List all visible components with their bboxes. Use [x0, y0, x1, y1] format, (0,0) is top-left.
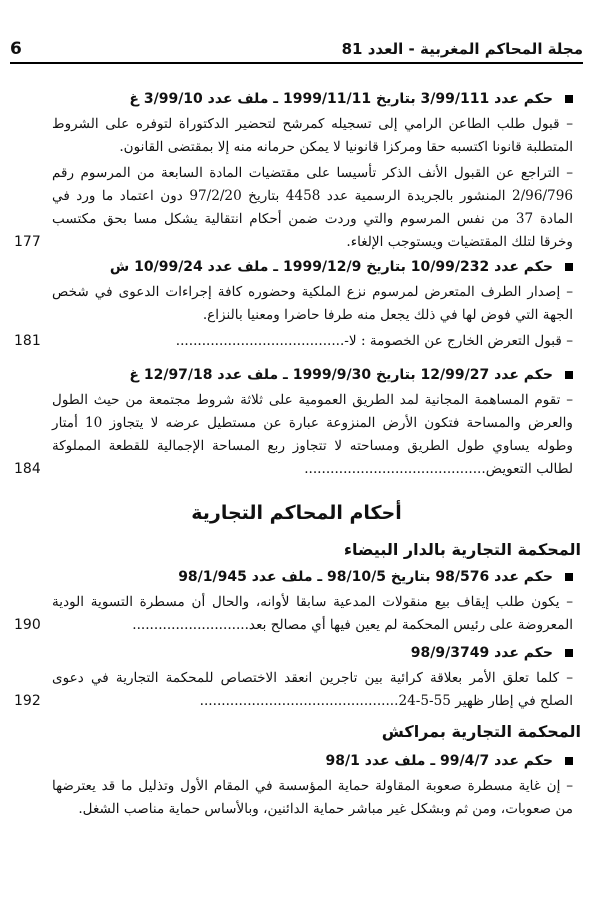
bullet-square-icon: [565, 649, 573, 657]
bullet-square-icon: [565, 95, 573, 103]
ruling-heading: حكم عدد 98/9/3749: [14, 642, 573, 664]
ruling-entry: [14, 750, 573, 821]
bullet-square-icon: [565, 573, 573, 581]
ruling-entry: [14, 364, 573, 481]
ruling-heading: حكم عدد 98/576 بتاريخ 98/10/5 ـ ملف عدد 98/1/945: [14, 566, 573, 588]
bullet-square-icon: [565, 263, 573, 271]
page-reference: 181: [14, 333, 41, 349]
ruling-heading: حكم عدد 99/4/7 ـ ملف عدد 98/1: [14, 750, 573, 772]
page-reference: 177: [14, 234, 41, 250]
section-title: أحكام المحاكم التجارية: [191, 502, 402, 524]
ruling-paragraph: – التراجع عن القبول الأنف الذكر تأسيسا على مقتضيات المادة السابعة من المرسوم رقم 2/96/796 المنشور بالجريدة الرسمية عدد 4458 بتاريخ 97/2/20 دون اعتماد ما ورد في المادة 37 من نفس المرسوم والتي وردت ضمن أحكام انتقالية يشكل مسا بحق مكتسب وخرقا لتلك المقتضيات ويستوجب الإلغاء. 177: [14, 162, 573, 254]
court-title: المحكمة التجارية بالدار البيضاء: [343, 540, 581, 559]
ruling-paragraph: – إن غاية مسطرة صعوبة المقاولة حماية المؤسسة في المقام الأول وتذليل ما قد يعترضها من صعوبات، ومن ثم وبشكل غير مباشر حماية الدائنين، وبالأساس حماية مناصب الشغل.: [52, 778, 573, 817]
ruling-paragraph: – كلما تعلق الأمر بعلاقة كرائية بين تاجرين انعقد الاختصاص للمحكمة التجارية في دعوى الصلح في إطار ظهير 55-5-24.............................................. 192: [14, 667, 573, 713]
bullet-square-icon: [565, 371, 573, 379]
page-reference: 184: [14, 461, 41, 477]
ruling-heading: حكم عدد 10/99/232 بتاريخ 1999/12/9 ـ ملف عدد 10/99/24 ش: [14, 256, 573, 278]
ruling-entry: [14, 642, 573, 713]
journal-title: مجلة المحاكم المغربية - العدد 81: [341, 40, 583, 58]
page-reference: 190: [14, 617, 41, 633]
ruling-paragraph: – إصدار الطرف المتعرض لمرسوم نزع الملكية وحضوره كافة إجراءات الدعوى في شخص الجهة التي فوض لها في ذلك يجعل منه طرفا حاضرا ومعنيا بالنزاع.: [52, 284, 573, 323]
ruling-paragraph: – قبول طلب الطاعن الرامي إلى تسجيله كمرشح لتحضير الدكتوراة لتوفره على الشروط المتطلبة قانونا اكتسبه حقا ومركزا قانونيا لا يمكن حرمانه منه إلا بمقتضى القانون.: [52, 116, 573, 155]
page-number: 6: [10, 39, 22, 59]
ruling-entry: [14, 88, 573, 254]
ruling-paragraph: – تقوم المساهمة المجانية لمد الطريق العمومية على ثلاثة شروط مجتمعة من حيث الطول والعرض والمساحة فتكون الأرض المنزوعة عبارة عن مستطيل عرضه لا يتجاوز 10 أمتار وطوله يساوي طول الطريق ومساحته لا تتجاوز ربع المساحة الإجمالية للقطعة المملوكة لطالب التعويض.......................................... 184: [14, 389, 573, 481]
court-title: المحكمة التجارية بمراكش: [381, 722, 581, 741]
ruling-paragraph: – قبول التعرض الخارج عن الخصومة : لا-....................................... 181: [14, 330, 573, 353]
bullet-square-icon: [565, 757, 573, 765]
ruling-entry: [14, 566, 573, 637]
ruling-heading: حكم عدد 12/99/27 بتاريخ 1999/9/30 ـ ملف عدد 12/97/18 غ: [14, 364, 573, 386]
page-reference: 192: [14, 693, 41, 709]
page-header: [10, 36, 583, 64]
ruling-heading: حكم عدد 3/99/111 بتاريخ 1999/11/11 ـ ملف عدد 3/99/10 غ: [14, 88, 573, 110]
ruling-paragraph: – يكون طلب إيقاف بيع منقولات المدعية سابقا لأوانه، والحال أن مسطرة التسوية الودية المعروضة على رئيس المحكمة لم يعين فيها أي مصالح بعد........................... 190: [14, 591, 573, 637]
ruling-entry: [14, 256, 573, 353]
